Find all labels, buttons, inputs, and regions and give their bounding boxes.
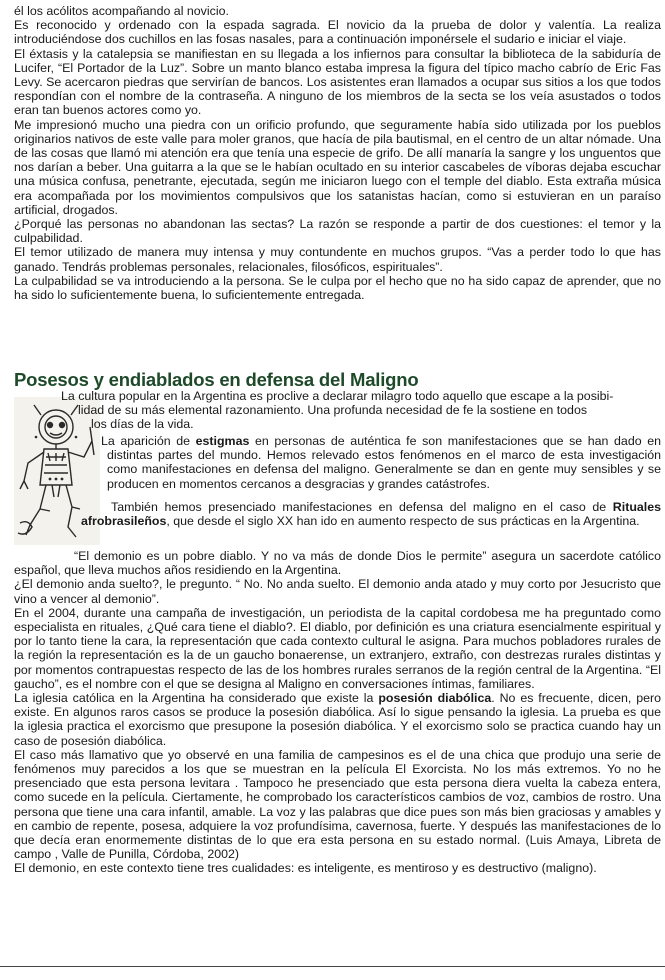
rituals-term: Rituales afrobrasileños xyxy=(81,500,661,529)
section-title: Posesos y endiablados en defensa del Maligno xyxy=(14,369,419,390)
paragraph: El éxtasis y la catalepsia se manifiestan en su llegada a los infiernos para consultar la biblioteca de la sabiduría de Lucifer, “El Portador de la Luz”. Sobre un manto blanco estaba impresa la figura del típico macho cabrío de Eric Fas Levy. Se acercaron piedras que servirían de bancos. Los asistentes eran llamados a ocupar sus sitios a los que todos respondían con el nombre de la contraseña. A ninguno de los miembros de la secta se los veía asustados o todos eran tan buenos actores como yo. xyxy=(14,46,661,118)
paragraph: En el 2004, durante una campaña de investigación, un periodista de la capital cordobesa me ha preguntado como especialista en rituales, ¿Qué cara tiene el diablo?. El diablo, por definición es una criatura esencialmente espiritual y por lo tanto tiene la cara, la representación que cada contexto cultural le asigna. Para muchos pobladores rurales de la región la representación es la de un gaucho bonaerense, un extranjero, extraño, con destrezas rurales distintas y por momentos contrapuestas respecto de las de los hombres rurales serranos de la región central de la Argentina. “El gaucho”, es el nombre con el que se designa al Maligno en conversaciones íntimas, familiares. xyxy=(14,605,661,691)
paragraph: Es reconocido y ordenado con la espada sagrada. El novicio da la prueba de dolor y valentía. La realiza introduciéndose dos cuchillos en las fosas nasales, para a continuación imponérsele el sudario e iniciar el viaje. xyxy=(14,18,661,47)
possession-term: posesión diabólica xyxy=(378,691,492,706)
paragraph: ¿El demonio anda suelto?, le pregunto. “ No. No anda suelto. El demonio anda atado y muy corto por Jesucristo que vino a vencer al demonio”. xyxy=(14,577,661,606)
stigma-paragraph: La aparición de estigmas en personas de auténtica fe son manifestaciones que se han dado en distintas partes del mundo. Hemos relevado estos fenómenos en el marco de esta investigación como manifestaciones en defensa del maligno. Generalmente se dan en gente muy sensibles y se producen en momentos cercanos a desgracias y grandes catástrofes. xyxy=(101,434,661,491)
possession-paragraph: La iglesia católica en la Argentina ha considerado que existe la posesión diabólica. No es frecuente, dicen, pero existe. En algunos raros casos se produce la posesión diabólica. Así lo sigue pensando la iglesia. La prueba es que la iglesia practica el exorcismo que presupone la posesión diabólica. Y el exorcismo solo se practica cuando hay un caso de posesión diabólica. xyxy=(14,691,662,748)
paragraph: “El demonio es un pobre diablo. Y no va más de donde Dios le permite” asegura un sacerdote católico español, que lleva muchos años residiendo en la Argentina. xyxy=(14,549,661,578)
paragraph: El temor utilizado de manera muy intensa y muy contundente en muchos grupos. “Vas a perder todo lo que has ganado. Tendrás problemas personales, relacionales, filosóficos, espirituales”. xyxy=(14,245,661,274)
bottom-text-block xyxy=(14,549,661,876)
wrap-line: lidad de su más elemental razonamiento. Una profunda necesidad de fe la sostiene en todos xyxy=(78,403,588,417)
paragraph: él los acólitos acompañando al novicio. xyxy=(14,4,229,18)
paragraph: La culpabilidad se va introduciendo a la persona. Se le culpa por el hecho que no ha sido capaz de aprender, que no ha sido lo suficientemente buena, lo suficientemente entregada. xyxy=(14,273,661,303)
paragraph: ¿Porqué las personas no abandonan las sectas? La razón se responde a partir de dos cuestiones: el temor y la culpabilidad. xyxy=(14,217,661,246)
paragraph: El caso más llamativo que yo observé en una familia de campesinos es el de una chica que produjo una serie de fenómenos muy parecidos a los que se muestran en la película El Exorcista. No los más extremos. Yo no he presenciado que esta persona levitara . Tampoco he presenciado que esta persona diera vuelta la cabeza entera, como sucede en la película. Ciertamente, he comprobado los característicos cambios de voz, cambios de rostro. Una persona que tiene una cara infantil, amable. La voz y las palabras que dice pues son más bien graciosas y amables y en cambio de repente, posesa, adquiere la voz profundísima, cavernosa, fuerte. Y después las manifestaciones de lo que decía eran enormemente distintas de lo que era esta persona en su estado normal. (Luis Amaya, Libreta de campo , Valle de Punilla, Córdoba, 2002) xyxy=(14,747,661,862)
rituals-paragraph: También hemos presenciado manifestaciones en defensa del maligno en el caso de Rituales afrobrasileños, que desde el siglo XX han ido en aumento respecto de sus prácticas en la Argentina. xyxy=(81,500,661,529)
bottom-rule xyxy=(0,966,665,967)
stigma-term: estigmas xyxy=(195,434,250,448)
paragraph: Me impresionó mucho una piedra con un orificio profundo, que seguramente había sido utilizada por los pueblos originarios nativos de este valle para moler granos, que hacía de pila bautismal, en el centro de un altar nómade. Una de las cosas que llamó mi atención era que tenía una especie de grifo. De allí manaría la sangre y los unguentos que nos darían a beber. Una guitarra a la que se le habían ocultado en su interior cascabeles de víboras dejaba escuchar una música confusa, penetrante, ejecutada, según me iniciaron luego con el temple del diablo. Esta extraña música era acompañada por los movimientos compulsivos que los satanistas hacían, como si estuvieran en un paraíso artificial, drogados. xyxy=(14,117,661,217)
top-text-block xyxy=(14,4,661,302)
wrap-line: los días de la vida. xyxy=(91,417,194,431)
paragraph: El demonio, en este contexto tiene tres cualidades: es inteligente, es mentiroso y es destructivo (maligno). xyxy=(14,861,597,876)
wrap-line: La cultura popular en la Argentina es proclive a declarar milagro todo aquello que escape a la posibi- xyxy=(61,389,614,403)
